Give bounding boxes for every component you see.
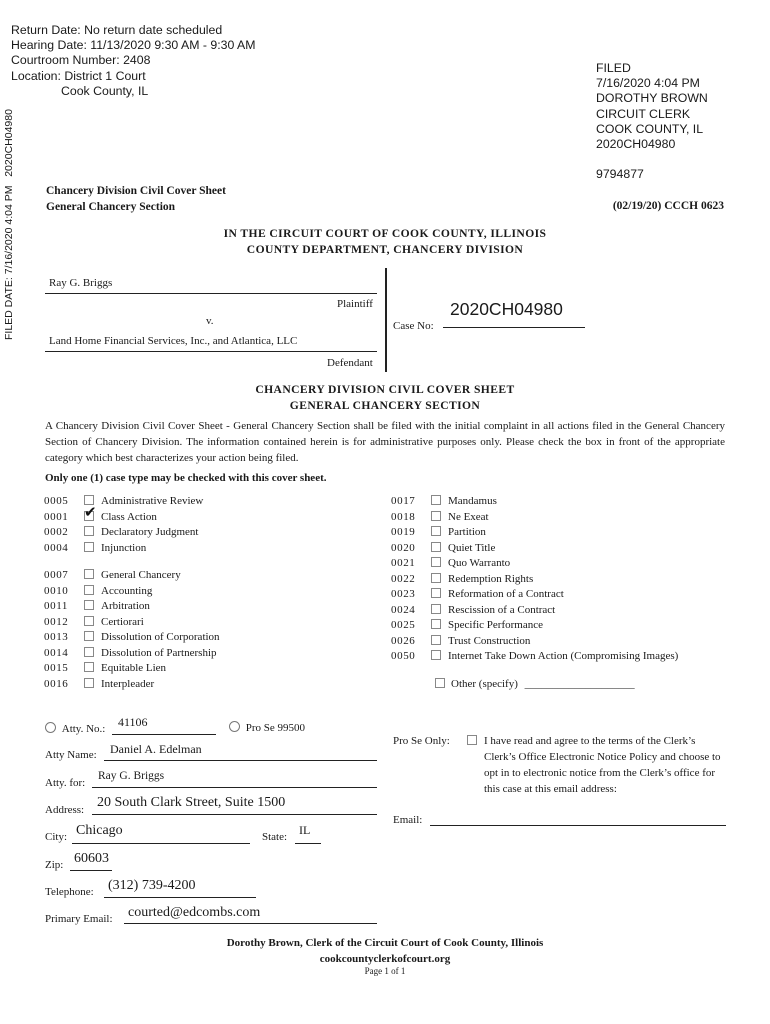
case-type-checkbox[interactable] bbox=[431, 619, 441, 629]
case-type-label: Trust Construction bbox=[448, 634, 531, 647]
caption-divider bbox=[385, 268, 387, 372]
defendant-label: Defendant bbox=[327, 357, 373, 369]
case-type-checkbox[interactable] bbox=[431, 495, 441, 505]
case-type-label: Internet Take Down Action (Compromising Images) bbox=[448, 650, 679, 662]
case-type-code: 0025 bbox=[391, 619, 416, 631]
cover-sheet-title bbox=[0, 382, 770, 413]
pro-se-email-line[interactable] bbox=[430, 825, 726, 826]
case-type-code: 0001 bbox=[44, 510, 69, 523]
case-type-label: Ne Exeat bbox=[448, 510, 489, 523]
telephone-value[interactable]: (312) 739-4200 bbox=[108, 878, 196, 893]
cover-title-line1: CHANCERY DIVISION CIVIL COVER SHEET bbox=[255, 383, 515, 396]
case-type-checkbox[interactable] bbox=[84, 600, 94, 610]
case-type-label: Mandamus bbox=[448, 495, 497, 507]
case-type-checkbox[interactable] bbox=[431, 588, 441, 598]
case-type-checkbox[interactable] bbox=[84, 662, 94, 672]
case-type-checkbox[interactable] bbox=[84, 542, 94, 552]
city-label: City: bbox=[45, 831, 68, 843]
case-type-row bbox=[391, 572, 533, 587]
only-one-notice: Only one (1) case type may be checked with this cover sheet. bbox=[45, 472, 327, 484]
address-line bbox=[92, 814, 377, 815]
case-type-row bbox=[391, 556, 510, 571]
form-title: Chancery Division Civil Cover Sheet bbox=[46, 185, 226, 197]
atty-name-label: Atty Name: bbox=[45, 749, 97, 761]
case-type-checkbox[interactable] bbox=[84, 678, 94, 688]
case-type-code: 0024 bbox=[391, 603, 416, 616]
case-type-label: Reformation of a Contract bbox=[448, 588, 564, 600]
case-type-row bbox=[391, 634, 530, 649]
case-type-label: Quiet Title bbox=[448, 541, 496, 554]
primary-email-line bbox=[124, 923, 377, 924]
case-type-row bbox=[391, 618, 543, 633]
hearing-info bbox=[11, 23, 256, 99]
case-type-code: 0002 bbox=[44, 526, 69, 538]
case-type-row bbox=[44, 568, 181, 583]
pro-se-optin-checkbox[interactable] bbox=[467, 735, 477, 745]
footer-clerk: Dorothy Brown, Clerk of the Circuit Court of Cook County, Illinois bbox=[226, 937, 544, 949]
return-date: Return Date: No return date scheduled bbox=[11, 23, 223, 37]
case-type-code: 0014 bbox=[44, 646, 69, 659]
case-type-label: Accounting bbox=[101, 584, 153, 597]
case-type-code: 0010 bbox=[44, 584, 69, 597]
case-type-code: 0018 bbox=[391, 510, 416, 523]
case-type-code: 0020 bbox=[391, 541, 416, 554]
atty-name-line bbox=[104, 760, 377, 761]
filed-clerk-title: CIRCUIT CLERK bbox=[596, 106, 691, 121]
case-type-row bbox=[391, 510, 489, 525]
versus-label: v. bbox=[206, 315, 214, 327]
other-specify-row bbox=[435, 678, 635, 690]
state-line bbox=[295, 843, 321, 844]
case-type-checkbox[interactable] bbox=[84, 585, 94, 595]
hearing-county: Cook County, IL bbox=[61, 83, 149, 98]
pro-se-radio[interactable] bbox=[229, 721, 240, 732]
atty-no-radio[interactable] bbox=[45, 722, 56, 733]
atty-for-line bbox=[92, 787, 377, 788]
case-type-row bbox=[391, 649, 678, 664]
form-id: (02/19/20) CCCH 0623 bbox=[612, 200, 724, 212]
atty-for-value[interactable]: Ray G. Briggs bbox=[98, 770, 165, 782]
case-type-row bbox=[391, 587, 564, 602]
filed-county: COOK COUNTY, IL bbox=[596, 121, 704, 136]
defendant-line bbox=[45, 351, 377, 352]
case-type-label: Interpleader bbox=[101, 677, 155, 690]
case-type-label: Dissolution of Partnership bbox=[101, 646, 217, 659]
case-type-code: 0012 bbox=[44, 615, 69, 628]
case-type-row bbox=[44, 541, 146, 556]
case-type-checkbox[interactable] bbox=[84, 647, 94, 657]
case-type-label: Injunction bbox=[101, 541, 147, 554]
case-type-row bbox=[44, 646, 217, 661]
telephone-label: Telephone: bbox=[45, 886, 94, 898]
other-checkbox[interactable] bbox=[435, 678, 445, 688]
pro-se-label: Pro Se 99500 bbox=[245, 722, 306, 734]
case-type-row bbox=[44, 494, 203, 509]
case-type-label: Arbitration bbox=[101, 600, 150, 612]
case-type-row bbox=[44, 630, 220, 645]
city-value[interactable]: Chicago bbox=[76, 823, 123, 838]
other-specify-blank[interactable]: ____________________ bbox=[524, 678, 635, 690]
case-no-label: Case No: bbox=[393, 320, 434, 332]
other-specify-label: Other (specify) bbox=[451, 678, 518, 690]
case-type-row bbox=[44, 599, 150, 614]
case-type-code: 0022 bbox=[391, 572, 416, 585]
case-type-checkbox[interactable] bbox=[84, 526, 94, 536]
plaintiff-line bbox=[45, 293, 377, 294]
case-type-code: 0016 bbox=[44, 677, 69, 690]
case-type-checkbox[interactable] bbox=[84, 631, 94, 641]
case-number: 2020CH04980 bbox=[450, 299, 563, 319]
atty-no-value[interactable]: 41106 bbox=[118, 715, 148, 729]
case-type-row bbox=[44, 661, 166, 676]
case-type-row bbox=[44, 525, 198, 540]
atty-no-label: Atty. No.: bbox=[61, 723, 106, 735]
case-type-code: 0007 bbox=[44, 569, 69, 581]
case-type-row bbox=[391, 603, 555, 618]
case-type-code: 0026 bbox=[391, 634, 416, 647]
cover-title-line2: GENERAL CHANCERY SECTION bbox=[289, 398, 481, 412]
case-type-label: Declaratory Judgment bbox=[101, 526, 199, 538]
intro-paragraph: A Chancery Division Civil Cover Sheet - General Chancery Section shall be filed with the initial complaint in all actions filed in the General Chancery Section of Chancery Division. The information contained herein is for administrative purposes only. Please check the box in front of the appropriate category which best characterizes your action being filed. bbox=[45, 420, 725, 464]
court-name: IN THE CIRCUIT COURT OF COOK COUNTY, ILLINOIS bbox=[223, 227, 547, 240]
case-type-label: Dissolution of Corporation bbox=[101, 631, 220, 643]
case-type-label: Redemption Rights bbox=[448, 572, 534, 585]
pro-se-only-label: Pro Se Only: bbox=[393, 735, 450, 747]
case-type-label: Equitable Lien bbox=[101, 662, 167, 674]
case-type-label: Specific Performance bbox=[448, 619, 543, 631]
case-type-row bbox=[44, 584, 152, 599]
form-heading bbox=[46, 184, 226, 215]
case-type-code: 0019 bbox=[391, 526, 416, 538]
court-department: COUNTY DEPARTMENT, CHANCERY DIVISION bbox=[246, 242, 524, 256]
hearing-location: Location: District 1 Court bbox=[11, 68, 146, 83]
case-type-label: Certiorari bbox=[101, 615, 144, 628]
case-type-code: 0023 bbox=[391, 588, 416, 600]
case-type-checkbox[interactable] bbox=[84, 569, 94, 579]
filed-date-margin-text: FILED DATE: 7/16/2020 4:04 PM 2020CH04980 bbox=[3, 109, 15, 340]
case-type-row bbox=[44, 677, 154, 692]
filed-label: FILED bbox=[596, 61, 631, 75]
case-type-code: 0013 bbox=[44, 631, 69, 643]
case-type-checkbox[interactable] bbox=[431, 604, 441, 614]
case-type-checkbox[interactable] bbox=[431, 542, 441, 552]
case-type-checkbox[interactable] bbox=[84, 616, 94, 626]
case-type-label: Partition bbox=[448, 526, 486, 538]
plaintiff-name: Ray G. Briggs bbox=[49, 277, 113, 289]
footer bbox=[0, 936, 770, 967]
form-section: General Chancery Section bbox=[46, 200, 176, 213]
case-type-checkbox[interactable] bbox=[431, 511, 441, 521]
atty-for-label: Atty. for: bbox=[45, 777, 86, 789]
zip-value[interactable]: 60603 bbox=[74, 851, 109, 866]
plaintiff-label: Plaintiff bbox=[337, 298, 373, 310]
case-type-checkbox[interactable] bbox=[431, 573, 441, 583]
zip-line bbox=[70, 870, 112, 871]
case-type-code: 0011 bbox=[44, 600, 68, 612]
courtroom-number: Courtroom Number: 2408 bbox=[11, 53, 151, 68]
filed-document-id: 9794877 bbox=[596, 167, 644, 182]
case-type-label: Administrative Review bbox=[101, 495, 204, 507]
case-type-row bbox=[391, 494, 497, 509]
city-line bbox=[72, 843, 250, 844]
filed-clerk-name: DOROTHY BROWN bbox=[596, 91, 708, 106]
pro-se-email-label: Email: bbox=[393, 814, 423, 826]
page-number: Page 1 of 1 bbox=[364, 966, 406, 976]
case-number-line bbox=[443, 327, 585, 328]
primary-email-label: Primary Email: bbox=[45, 913, 113, 925]
telephone-line bbox=[104, 897, 256, 898]
case-type-code: 0004 bbox=[44, 541, 69, 554]
state-label: State: bbox=[262, 831, 288, 843]
atty-no-row bbox=[45, 722, 105, 735]
defendant-name: Land Home Financial Services, Inc., and Atlantica, LLC bbox=[49, 335, 298, 347]
case-type-code: 0005 bbox=[44, 495, 69, 507]
filed-datetime: 7/16/2020 4:04 PM bbox=[596, 76, 700, 91]
footer-website: cookcountyclerkofcourt.org bbox=[319, 952, 451, 965]
atty-no-line bbox=[112, 734, 216, 735]
case-type-code: 0050 bbox=[391, 650, 416, 662]
address-label: Address: bbox=[45, 804, 85, 816]
case-type-label: Rescission of a Contract bbox=[448, 603, 556, 616]
case-type-label: Class Action bbox=[101, 510, 157, 523]
primary-email-value[interactable]: courted@edcombs.com bbox=[128, 905, 261, 920]
hearing-date: Hearing Date: 11/13/2020 9:30 AM - 9:30 AM bbox=[11, 38, 256, 53]
case-type-code: 0017 bbox=[391, 495, 416, 507]
case-type-checkbox[interactable] bbox=[84, 502, 97, 521]
case-type-row bbox=[44, 502, 157, 525]
court-title bbox=[0, 226, 770, 257]
checkmark-icon: ✔ bbox=[84, 502, 97, 521]
case-type-label: Quo Warranto bbox=[448, 557, 511, 569]
zip-label: Zip: bbox=[45, 859, 64, 871]
atty-name-value[interactable]: Daniel A. Edelman bbox=[110, 742, 202, 756]
filed-stamp bbox=[596, 61, 708, 182]
case-type-label: General Chancery bbox=[101, 569, 181, 581]
case-type-row bbox=[391, 525, 486, 540]
case-type-row bbox=[44, 615, 144, 630]
case-type-checkbox[interactable] bbox=[431, 635, 441, 645]
pro-se-row bbox=[229, 721, 305, 734]
case-type-code: 0015 bbox=[44, 662, 69, 674]
pro-se-optin-text: I have read and agree to the terms of the Clerk’s Clerk’s Office Electronic Notice Policy and choose to opt in to electronic notice from the Clerk’s office for this case at this email address: bbox=[484, 735, 721, 795]
case-type-row bbox=[391, 541, 495, 556]
case-type-checkbox[interactable] bbox=[431, 526, 441, 536]
case-type-checkbox[interactable] bbox=[431, 650, 441, 660]
state-value[interactable]: IL bbox=[299, 823, 311, 837]
case-type-checkbox[interactable] bbox=[431, 557, 441, 567]
filed-case-number: 2020CH04980 bbox=[596, 137, 676, 152]
case-type-code: 0021 bbox=[391, 557, 416, 569]
address-value[interactable]: 20 South Clark Street, Suite 1500 bbox=[97, 795, 286, 810]
